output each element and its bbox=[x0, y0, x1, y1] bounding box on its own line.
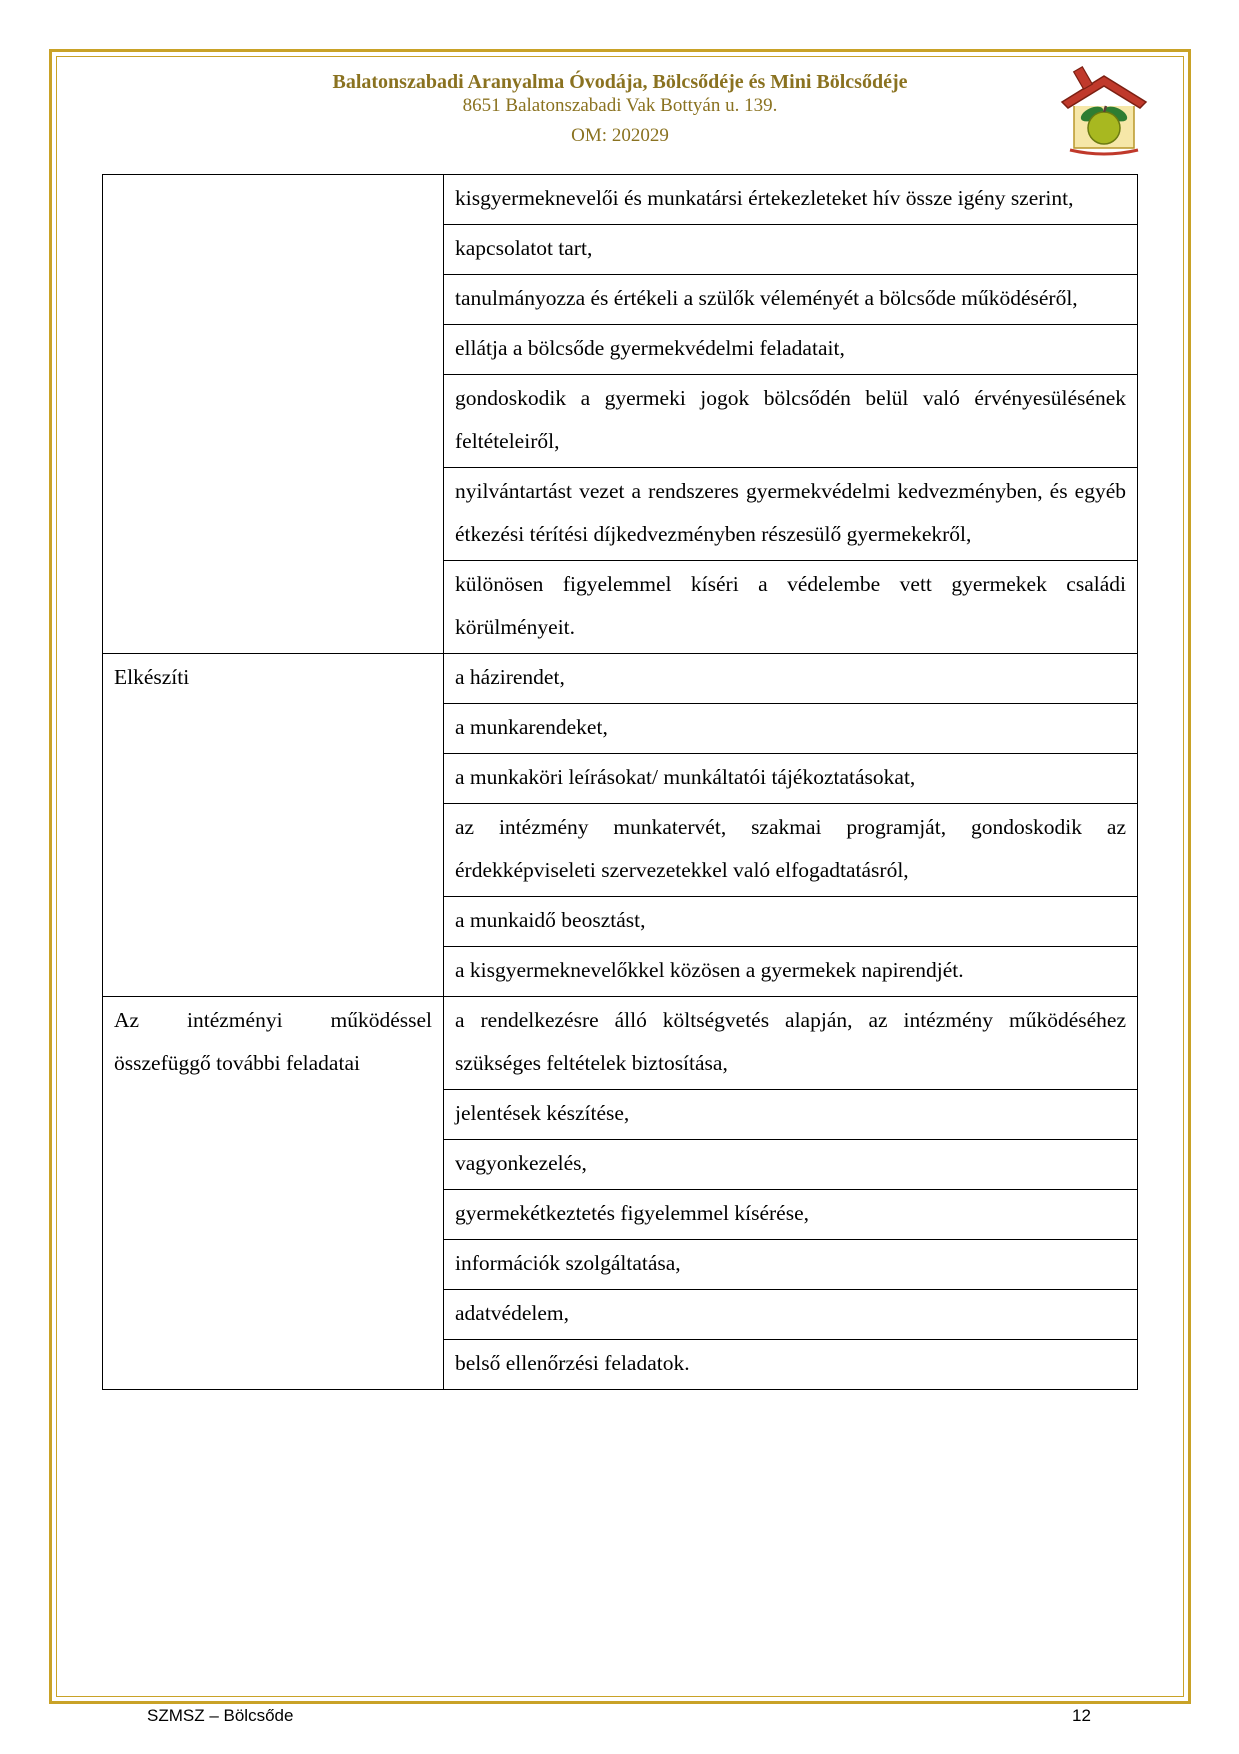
task-cell: az intézmény munkatervét, szakmai programját, gondoskodik az érdekképviseleti szervezetekkel való elfogadtatásról, bbox=[444, 804, 1138, 897]
task-cell: információk szolgáltatása, bbox=[444, 1240, 1138, 1290]
task-cell: kapcsolatot tart, bbox=[444, 225, 1138, 275]
task-cell: a munkaidő beosztást, bbox=[444, 897, 1138, 947]
footer-page-number: 12 bbox=[1072, 1706, 1091, 1725]
task-cell: a kisgyermeknevelőkkel közösen a gyermekek napirendjét. bbox=[444, 947, 1138, 997]
task-cell: kisgyermeknevelői és munkatársi értekezleteket hív össze igény szerint, bbox=[444, 175, 1138, 225]
task-cell: jelentések készítése, bbox=[444, 1090, 1138, 1140]
task-cell: a házirendet, bbox=[444, 654, 1138, 704]
task-cell: belső ellenőrzési feladatok. bbox=[444, 1340, 1138, 1390]
table-row bbox=[103, 175, 1138, 225]
kindergarten-logo bbox=[1056, 62, 1152, 158]
institution-address: 8651 Balatonszabadi Vak Bottyán u. 139. bbox=[462, 95, 778, 116]
task-cell: különösen figyelemmel kíséri a védelembe vett gyermekek családi körülményeit. bbox=[444, 561, 1138, 654]
table-row bbox=[103, 997, 1138, 1090]
task-cell: adatvédelem, bbox=[444, 1290, 1138, 1340]
institution-name: Balatonszabadi Aranyalma Óvodája, Bölcsődéje és Mini Bölcsődéje bbox=[332, 71, 908, 93]
task-cell: a munkaköri leírásokat/ munkáltatói tájékoztatásokat, bbox=[444, 754, 1138, 804]
task-cell: gyermekétkeztetés figyelemmel kísérése, bbox=[444, 1190, 1138, 1240]
task-cell: nyilvántartást vezet a rendszeres gyermekvédelmi kedvezményben, és egyéb étkezési térítési díjkedvezményben részesülő gyermekekről, bbox=[444, 468, 1138, 561]
task-cell: ellátja a bölcsőde gyermekvédelmi feladatait, bbox=[444, 325, 1138, 375]
responsibilities-table bbox=[102, 174, 1138, 1390]
letterhead bbox=[200, 70, 1040, 148]
category-cell bbox=[103, 175, 444, 654]
category-cell: Elkészíti bbox=[103, 654, 444, 997]
task-cell: a rendelkezésre álló költségvetés alapján, az intézmény működéséhez szükséges feltételek biztosítása, bbox=[444, 997, 1138, 1090]
footer-document-name: SZMSZ – Bölcsőde bbox=[147, 1706, 294, 1725]
task-cell: a munkarendeket, bbox=[444, 704, 1138, 754]
om-number: OM: 202029 bbox=[571, 125, 669, 146]
task-cell: vagyonkezelés, bbox=[444, 1140, 1138, 1190]
category-cell: Az intézményi működéssel összefüggő további feladatai bbox=[103, 997, 444, 1390]
table-row bbox=[103, 654, 1138, 704]
task-cell: tanulmányozza és értékeli a szülők véleményét a bölcsőde működéséről, bbox=[444, 275, 1138, 325]
task-cell: gondoskodik a gyermeki jogok bölcsődén belül való érvényesülésének feltételeiről, bbox=[444, 375, 1138, 468]
